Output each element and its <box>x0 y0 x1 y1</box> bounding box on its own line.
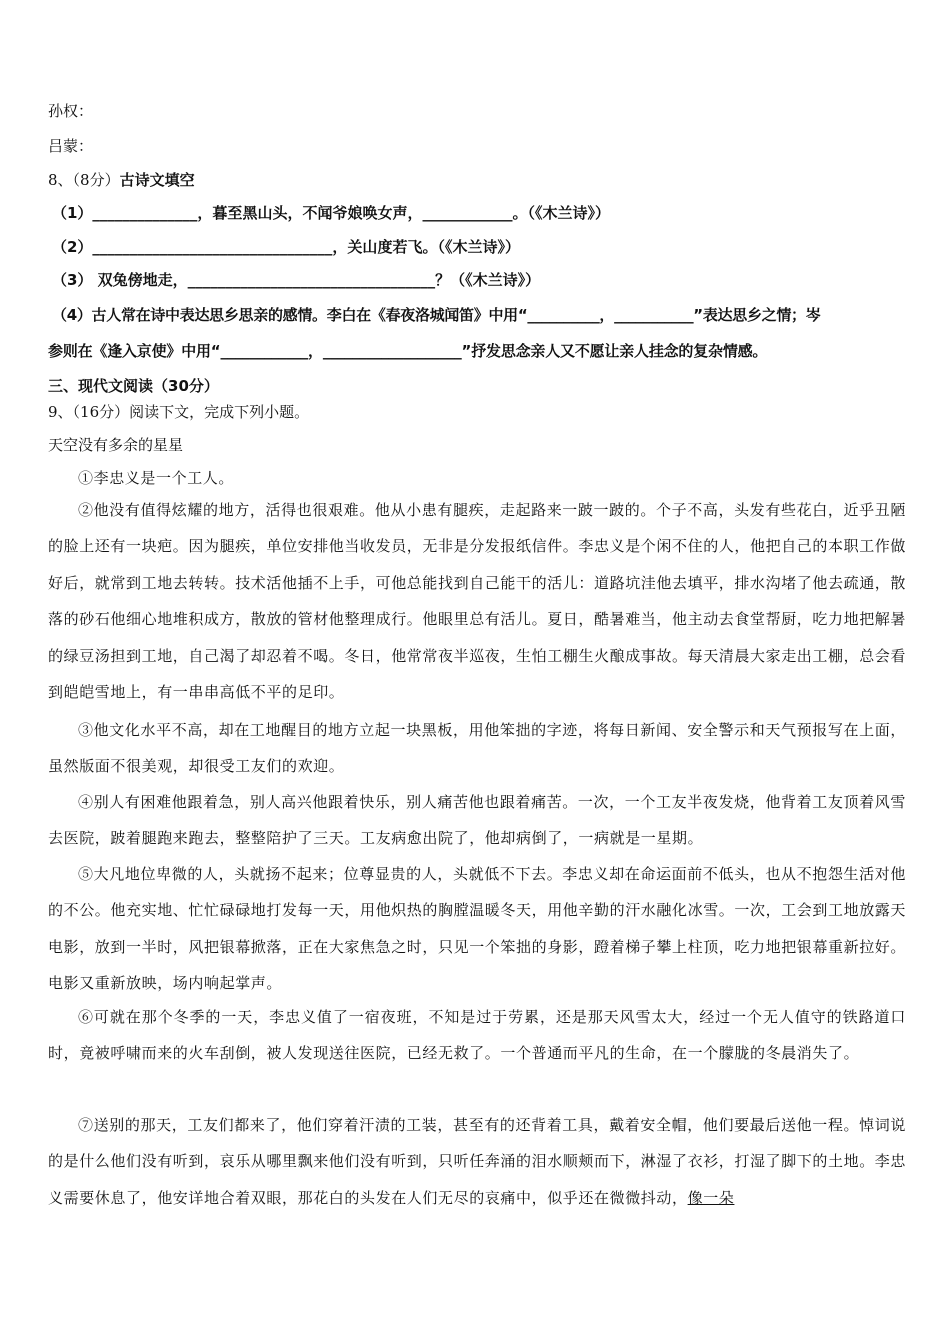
question-9-header: 9、（16分）阅读下文，完成下列小题。 <box>48 403 310 421</box>
question-8-number: 8、（8分） <box>48 171 120 189</box>
article-title: 天空没有多余的星星 <box>48 436 184 454</box>
paragraph-7 <box>48 1107 906 1216</box>
section-3-title: 三、现代文阅读（30分） <box>48 377 219 395</box>
paragraph-7-underlined-phrase: 像一朵 <box>687 1188 735 1207</box>
paragraph-7-text: ⑦送别的那天，工友们都来了，他们穿着汗渍的工装，甚至有的还背着工具，戴着安全帽，他们要最后送他一程。悼词说的是什么他们没有听到，哀乐从哪里飘来他们没有听到，只听任奔涌的泪水顺颊而下，淋湿了衣衫，打湿了脚下的土地。李忠义需要休息了，他安详地合着双眼，那花白的头发在人们无尽的哀痛中，似乎还在微微抖动， <box>48 1116 907 1207</box>
question-8-item-3: （3） 双兔傍地走，_________________________________？（《木兰诗》） <box>52 271 541 289</box>
question-8-item-4-line-2: 参则在《逢入京使》中用“____________，___________________”抒发思念亲人又不愿让亲人挂念的复杂情感。 <box>48 342 768 360</box>
line-lvmeng: 吕蒙： <box>48 137 94 155</box>
question-8-header <box>48 170 195 190</box>
paragraph-1: ①李忠义是一个工人。 <box>78 469 235 487</box>
paragraph-3: ③他文化水平不高，却在工地醒目的地方立起一块黑板，用他笨拙的字迹，将每日新闻、安全警示和天气预报写在上面，虽然版面不很美观，却很受工友们的欢迎。 <box>48 721 906 776</box>
paragraph-4: ④别人有困难他跟着急，别人高兴他跟着快乐，别人痛苦他也跟着痛苦。一次，一个工友半夜发烧，他背着工友顶着风雪去医院，跛着腿跑来跑去，整整陪护了三天。工友病愈出院了，他却病倒了，一病就是一星期。 <box>48 793 906 848</box>
question-8-item-2: （2）________________________________，关山度若飞。（《木兰诗》） <box>52 238 520 256</box>
question-8-item-1: （1）______________，暮至黑山头，不闻爷娘唤女声，____________。（《木兰诗》） <box>52 204 610 222</box>
question-8-item-4-line-1: （4）古人常在诗中表达思乡思亲的感情。李白在《春夜洛城闻笛》中用“__________，___________”表达思乡之情；岑 <box>52 306 821 324</box>
question-8-title: 古诗文填空 <box>119 171 195 189</box>
paragraph-2: ②他没有值得炫耀的地方，活得也很艰难。他从小患有腿疾，走起路来一跛一跛的。个子不高，头发有些花白，近乎丑陋的脸上还有一块疤。因为腿疾，单位安排他当收发员，无非是分发报纸信件。李忠义是个闲不住的人，他把自己的本职工作做好后，就常到工地去转转。技术活他插不上手，可他总能找到自己能干的活儿：道路坑洼他去填平，排水沟堵了他去疏通，散落的砂石他细心地堆积成方，散放的管材他整理成行。他眼里总有活儿。夏日，酷暑难当，他主动去食堂帮厨，吃力地把解暑的绿豆汤担到工地，自己渴了却忍着不喝。冬日，他常常夜半巡夜，生怕工棚生火酿成事故。每天清晨大家走出工棚，总会看到皑皑雪地上，有一串串高低不平的足印。 <box>48 501 907 702</box>
line-sunquan: 孙权： <box>48 102 94 120</box>
paragraph-6: ⑥可就在那个冬季的一天，李忠义值了一宿夜班，不知是过于劳累，还是那天风雪太大，经过一个无人值守的铁路道口时，竟被呼啸而来的火车刮倒，被人发现送往医院，已经无救了。一个普通而平凡的生命，在一个朦胧的冬晨消失了。 <box>48 1008 906 1063</box>
paragraph-5: ⑤大凡地位卑微的人，头就扬不起来；位尊显贵的人，头就低不下去。李忠义却在命运面前不低头，也从不抱怨生活对他的不公。他充实地、忙忙碌碌地打发每一天，用他炽热的胸膛温暖冬天，用他辛勤的汗水融化冰雪。一次，工会到工地放露天电影，放到一半时，风把银幕掀落，正在大家焦急之时，只见一个笨拙的身影，蹬着梯子攀上柱顶，吃力地把银幕重新拉好。电影又重新放映，场内响起掌声。 <box>48 865 907 993</box>
